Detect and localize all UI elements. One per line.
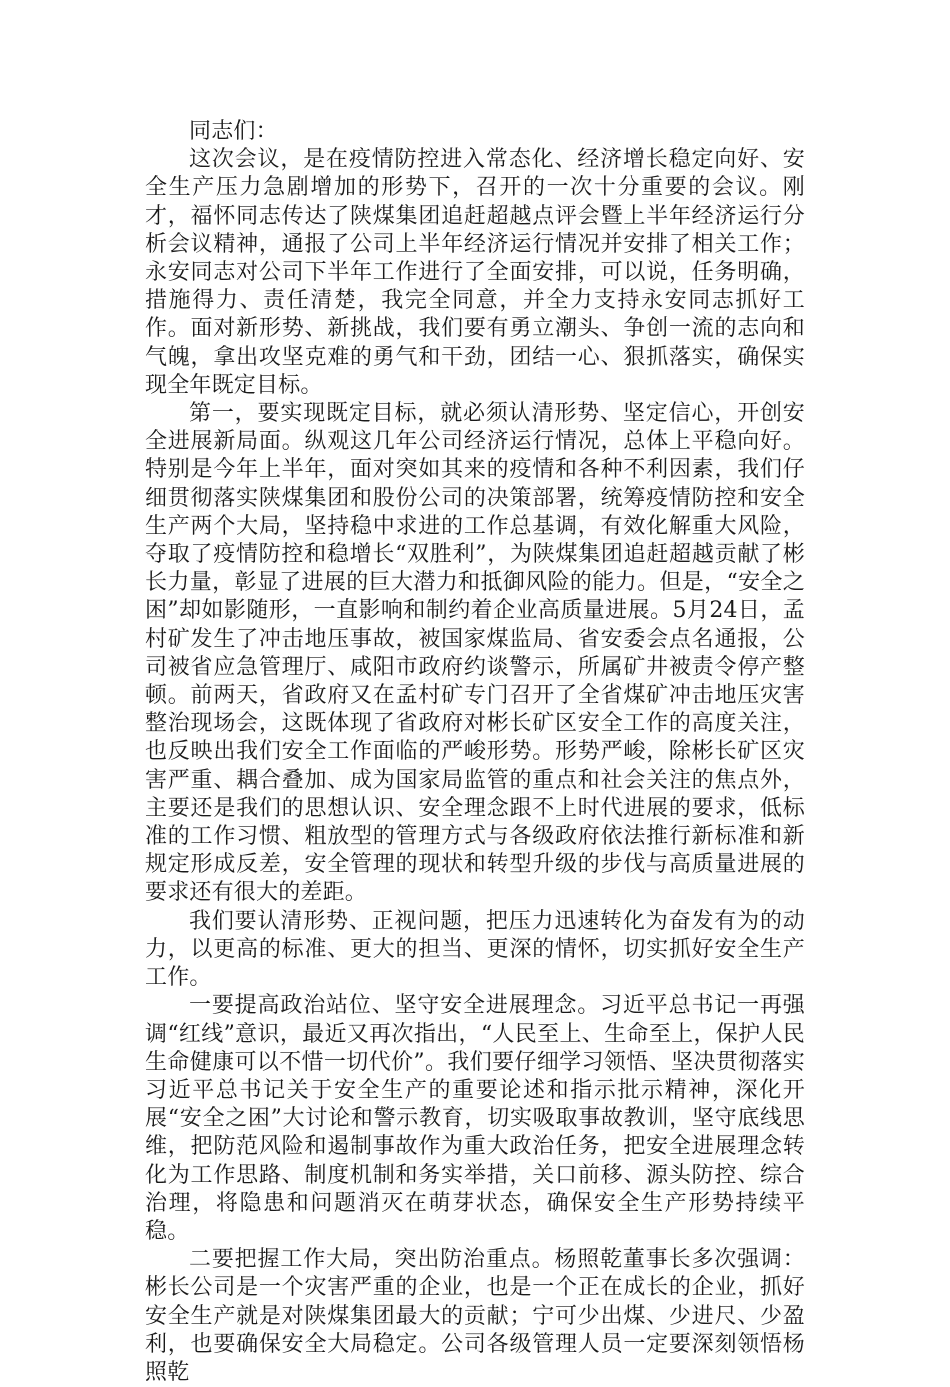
paragraph-political-stance: 一要提高政治站位、坚守安全进展理念。习近平总书记一再强调“红线”意识，最近又再次指出，“人民至上、生命至上，保护人民生命健康可以不惜一切代价”。我们要仔细学习领悟、坚决贯彻落实习近平总书记关于安全生产的重要论述和指示批示精神，深化开展“安全之困”大讨论和警示教育，切实吸取事故教训，坚守底线思维，把防范风险和遏制事故作为重大政治任务，把安全进展理念转化为工作思路、制度机制和务实举措，关口前移、源头防控、综合治理，将隐患和问题消灭在萌芽状态，确保安全生产形势持续平稳。 [145, 993, 805, 1244]
paragraph-first-point: 第一，要实现既定目标，就必须认清形势、坚定信心，开创安全进展新局面。纵观这几年公司经济运行情况，总体上平稳向好。特别是今年上半年，面对突如其来的疫情和各种不利因素，我们仔细贯彻落实陕煤集团和股份公司的决策部署，统筹疫情防控和安全生产两个大局，坚持稳中求进的工作总基调，有效化解重大风险，夺取了疫情防控和稳增长“双胜利”，为陕煤集团追赶超越贡献了彬长力量，彰显了进展的巨大潜力和抵御风险的能力。但是，“安全之困”却如影随形，一直影响和制约着企业高质量进展。5月24日，孟村矿发生了冲击地压事故，被国家煤监局、省安委会点名通报，公司被省应急管理厅、咸阳市政府约谈警示，所属矿井被责令停产整顿。前两天，省政府又在孟村矿专门召开了全省煤矿冲击地压灾害整治现场会，这既体现了省政府对彬长矿区安全工作的高度关注，也反映出我们安全工作面临的严峻形势。形势严峻，除彬长矿区灾害严重、耦合叠加、成为国家局监管的重点和社会关注的焦点外，主要还是我们的思想认识、安全理念跟不上时代进展的要求，低标准的工作习惯、粗放型的管理方式与各级政府依法推行新标准和新规定形成反差，安全管理的现状和转型升级的步伐与高质量进展的要求还有很大的差距。 [145, 401, 805, 906]
paragraph-opening: 这次会议，是在疫情防控进入常态化、经济增长稳定向好、安全生产压力急剧增加的形势下，召开的一次十分重要的会议。刚才，福怀同志传达了陕煤集团追赶超越点评会暨上半年经济运行分析会议精神，通报了公司上半年经济运行情况并安排了相关工作；永安同志对公司下半年工作进行了全面安排，可以说，任务明确，措施得力、责任清楚，我完全同意，并全力支持永安同志抓好工作。面对新形势、新挑战，我们要有勇立潮头、争创一流的志向和气魄，拿出攻坚克难的勇气和干劲，团结一心、狠抓落实，确保实现全年既定目标。 [145, 147, 805, 398]
document-body [145, 118, 805, 1387]
paragraph-face-problems: 我们要认清形势、正视问题，把压力迅速转化为奋发有为的动力，以更高的标准、更大的担当、更深的情怀，切实抓好安全生产工作。 [145, 908, 805, 991]
paragraph-work-overall: 二要把握工作大局，突出防治重点。杨照乾董事长多次强调：彬长公司是一个灾害严重的企业，也是一个正在成长的企业，抓好安全生产就是对陕煤集团最大的贡献；宁可少出煤、少进尺、少盈利，也要确保安全大局稳定。公司各级管理人员一定要深刻领悟杨照乾 [145, 1247, 805, 1385]
salutation: 同志们： [189, 119, 278, 144]
